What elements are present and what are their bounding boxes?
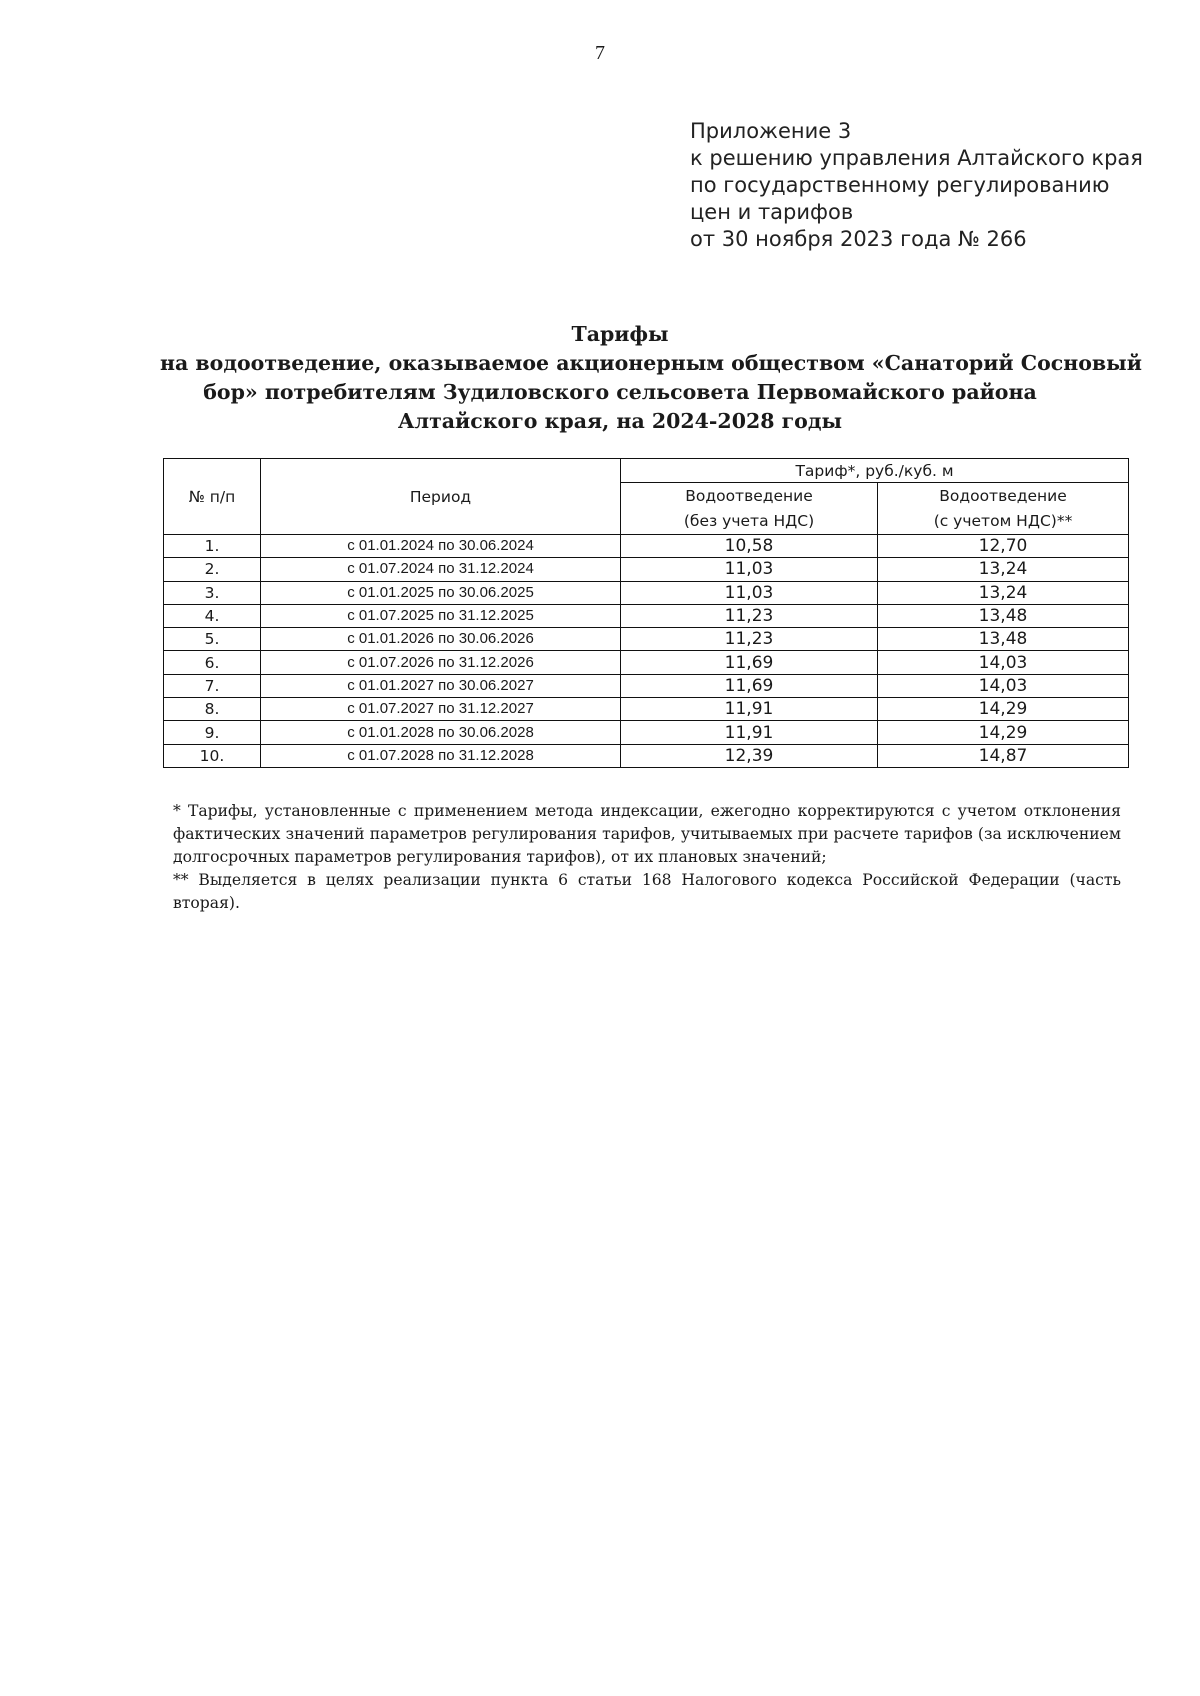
row-with-vat: 13,24 bbox=[878, 558, 1129, 581]
row-num: 3. bbox=[164, 581, 261, 604]
row-num: 5. bbox=[164, 628, 261, 651]
row-period: с 01.01.2026 по 30.06.2026 bbox=[261, 628, 621, 651]
row-period: с 01.07.2026 по 31.12.2026 bbox=[261, 651, 621, 674]
table-row bbox=[164, 651, 1129, 674]
appendix-block bbox=[690, 118, 1170, 253]
title-line: Алтайского края, на 2024-2028 годы bbox=[397, 409, 843, 433]
table-row bbox=[164, 604, 1129, 627]
header-no-vat-line1: Водоотведение bbox=[685, 486, 813, 505]
row-no-vat: 11,03 bbox=[621, 581, 878, 604]
row-with-vat: 14,29 bbox=[878, 698, 1129, 721]
row-period: с 01.07.2028 по 31.12.2028 bbox=[261, 744, 621, 767]
header-with-vat bbox=[878, 483, 1129, 535]
row-period: с 01.01.2028 по 30.06.2028 bbox=[261, 721, 621, 744]
row-no-vat: 11,69 bbox=[621, 651, 878, 674]
table-row bbox=[164, 674, 1129, 697]
row-with-vat: 13,48 bbox=[878, 604, 1129, 627]
row-period: с 01.01.2024 по 30.06.2024 bbox=[261, 535, 621, 558]
appendix-line: цен и тарифов bbox=[690, 200, 854, 224]
row-no-vat: 11,03 bbox=[621, 558, 878, 581]
row-no-vat: 12,39 bbox=[621, 744, 878, 767]
title-line: на водоотведение, оказываемое акционерным обществом «Санаторий Сосновый bbox=[160, 351, 1142, 375]
title-line: бор» потребителям Зудиловского сельсовета Первомайского района bbox=[203, 380, 1037, 404]
appendix-line: от 30 ноября 2023 года № 266 bbox=[690, 227, 1027, 251]
table-row bbox=[164, 698, 1129, 721]
row-num: 8. bbox=[164, 698, 261, 721]
table-row bbox=[164, 628, 1129, 651]
header-tariff-group: Тариф*, руб./куб. м bbox=[621, 459, 1129, 483]
row-with-vat: 14,29 bbox=[878, 721, 1129, 744]
tariff-table bbox=[163, 458, 1129, 768]
table-row bbox=[164, 535, 1129, 558]
appendix-line: Приложение 3 bbox=[690, 119, 852, 143]
row-with-vat: 13,24 bbox=[878, 581, 1129, 604]
row-no-vat: 11,23 bbox=[621, 604, 878, 627]
row-period: с 01.01.2027 по 30.06.2027 bbox=[261, 674, 621, 697]
row-num: 7. bbox=[164, 674, 261, 697]
row-num: 10. bbox=[164, 744, 261, 767]
document-title bbox=[160, 320, 1142, 436]
footnote-1: * Тарифы, установленные с применением метода индексации, ежегодно корректируются с учетом отклонения фактических значений параметров регулирования тарифов, учитываемых при расчете тарифов (за исключением долгосрочных параметров регулирования тарифов), от их плановых значений; bbox=[173, 802, 1121, 866]
row-with-vat: 14,03 bbox=[878, 651, 1129, 674]
header-with-vat-line2: (с учетом НДС)** bbox=[933, 511, 1073, 530]
table-row bbox=[164, 744, 1129, 767]
appendix-line: к решению управления Алтайского края bbox=[690, 146, 1143, 170]
row-period: с 01.07.2024 по 31.12.2024 bbox=[261, 558, 621, 581]
row-num: 2. bbox=[164, 558, 261, 581]
row-no-vat: 11,91 bbox=[621, 698, 878, 721]
header-with-vat-line1: Водоотведение bbox=[939, 486, 1067, 505]
row-period: с 01.07.2025 по 31.12.2025 bbox=[261, 604, 621, 627]
row-num: 9. bbox=[164, 721, 261, 744]
header-no-vat-line2: (без учета НДС) bbox=[683, 511, 815, 530]
appendix-line: по государственному регулированию bbox=[690, 173, 1110, 197]
row-period: с 01.01.2025 по 30.06.2025 bbox=[261, 581, 621, 604]
row-no-vat: 11,69 bbox=[621, 674, 878, 697]
header-no-vat bbox=[621, 483, 878, 535]
table-row bbox=[164, 721, 1129, 744]
header-num: № п/п bbox=[164, 459, 261, 535]
header-period: Период bbox=[261, 459, 621, 535]
page-number: 7 bbox=[595, 42, 605, 64]
table-row bbox=[164, 581, 1129, 604]
row-with-vat: 13,48 bbox=[878, 628, 1129, 651]
footnote-2: ** Выделяется в целях реализации пункта 6 статьи 168 Налогового кодекса Российской Федерации (часть вторая). bbox=[173, 871, 1121, 912]
row-no-vat: 11,91 bbox=[621, 721, 878, 744]
row-with-vat: 12,70 bbox=[878, 535, 1129, 558]
row-num: 4. bbox=[164, 604, 261, 627]
row-num: 1. bbox=[164, 535, 261, 558]
row-num: 6. bbox=[164, 651, 261, 674]
row-with-vat: 14,03 bbox=[878, 674, 1129, 697]
title-line: Тарифы bbox=[571, 322, 669, 346]
row-with-vat: 14,87 bbox=[878, 744, 1129, 767]
table-row bbox=[164, 558, 1129, 581]
row-no-vat: 11,23 bbox=[621, 628, 878, 651]
row-no-vat: 10,58 bbox=[621, 535, 878, 558]
row-period: с 01.07.2027 по 31.12.2027 bbox=[261, 698, 621, 721]
footnotes bbox=[173, 800, 1121, 915]
